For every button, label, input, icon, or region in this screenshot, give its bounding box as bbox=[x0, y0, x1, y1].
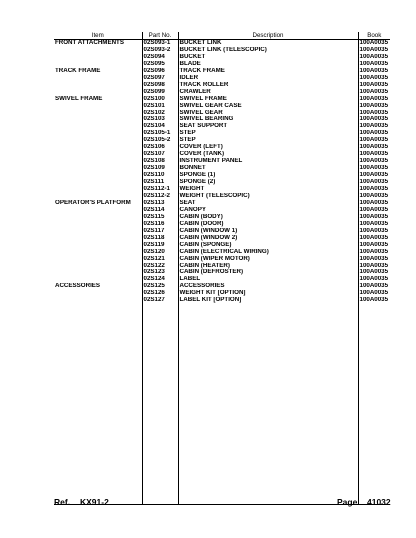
row-book-cell: 100A0035 bbox=[359, 290, 389, 297]
row-book-cell: 100A0035 bbox=[359, 53, 389, 60]
row-description-cell: CABIN (DOOR) bbox=[178, 221, 358, 228]
row-part-no-cell: 02S124 bbox=[142, 276, 178, 283]
row-description-cell: LABEL KIT [OPTION] bbox=[178, 297, 358, 304]
row-description-cell: CABIN (SPONGE) bbox=[178, 242, 358, 249]
row-book-cell: 100A0035 bbox=[359, 130, 389, 137]
ref-label: Ref. bbox=[54, 497, 71, 507]
row-item-cell bbox=[54, 290, 142, 297]
row-part-no-cell: 02S106 bbox=[142, 144, 178, 151]
row-item-cell bbox=[54, 179, 142, 186]
table-row bbox=[54, 263, 390, 270]
row-part-no-cell: 02S113 bbox=[142, 200, 178, 207]
row-part-no-cell: 02S103 bbox=[142, 116, 178, 123]
row-part-no-cell: 02S094 bbox=[142, 54, 178, 61]
row-description-cell: TRACK FRAME bbox=[178, 68, 358, 75]
row-part-no-cell: 02S096 bbox=[142, 68, 178, 75]
row-description-cell: CABIN (WINDOW 2) bbox=[178, 235, 358, 242]
table-row bbox=[54, 297, 390, 304]
row-item-cell bbox=[54, 235, 142, 242]
row-description-cell: IDLER bbox=[178, 75, 358, 82]
row-part-no-cell: 02S093-1 bbox=[142, 40, 178, 47]
row-item-cell: SWIVEL FRAME bbox=[55, 95, 103, 102]
ref-value: KX91-2 bbox=[80, 497, 109, 507]
table-row bbox=[54, 68, 390, 75]
row-book-cell: 100A0035 bbox=[359, 234, 389, 241]
table-row bbox=[54, 47, 390, 54]
row-part-no-cell: 02S111 bbox=[142, 179, 178, 186]
row-part-no-cell: 02S098 bbox=[142, 82, 178, 89]
row-item-cell bbox=[54, 193, 142, 200]
row-book-cell: 100A0035 bbox=[359, 46, 389, 53]
table-row bbox=[54, 186, 390, 193]
row-book-cell: 100A0035 bbox=[359, 262, 389, 269]
row-book-cell: 100A0035 bbox=[359, 151, 389, 158]
row-book-cell: 100A0035 bbox=[359, 116, 389, 123]
row-book-cell: 100A0035 bbox=[359, 220, 389, 227]
row-item-cell bbox=[54, 221, 142, 228]
row-part-no-cell: 02S120 bbox=[142, 249, 178, 256]
row-description-cell: BUCKET LINK bbox=[178, 40, 358, 47]
row-item-cell bbox=[54, 228, 142, 235]
row-part-no-cell: 02S119 bbox=[142, 242, 178, 249]
row-book-cell: 100A0035 bbox=[359, 276, 389, 283]
row-description-cell: STEP bbox=[178, 137, 358, 144]
page-label: Page bbox=[337, 497, 358, 507]
table-row bbox=[54, 116, 390, 123]
row-part-no-cell: 02S118 bbox=[142, 235, 178, 242]
table-row bbox=[54, 283, 390, 290]
row-book-cell: 100A0035 bbox=[359, 165, 389, 172]
row-book-cell: 100A0035 bbox=[359, 88, 389, 95]
row-description-cell: STEP bbox=[178, 130, 358, 137]
row-item-cell bbox=[54, 123, 142, 130]
row-description-cell: SPONGE (2) bbox=[178, 179, 358, 186]
row-item-cell: TRACK FRAME bbox=[55, 67, 101, 74]
table-filler-row bbox=[54, 304, 390, 505]
row-description-cell: COVER (TANK) bbox=[178, 151, 358, 158]
row-part-no-cell: 02S097 bbox=[142, 75, 178, 82]
row-book-cell: 100A0035 bbox=[359, 269, 389, 276]
row-part-no-cell: 02S104 bbox=[142, 123, 178, 130]
row-book-cell: 100A0035 bbox=[359, 39, 389, 46]
table-row bbox=[54, 228, 390, 235]
row-book-cell: 100A0035 bbox=[359, 102, 389, 109]
row-part-no-cell: 02S100 bbox=[142, 96, 178, 103]
row-book-cell: 100A0035 bbox=[359, 109, 389, 116]
row-item-cell bbox=[54, 103, 142, 110]
row-description-cell: CABIN (WINDOW 1) bbox=[178, 228, 358, 235]
row-book-cell: 100A0035 bbox=[359, 186, 389, 193]
row-item-cell bbox=[54, 297, 142, 304]
row-part-no-cell: 02S099 bbox=[142, 89, 178, 96]
table-row bbox=[54, 103, 390, 110]
row-description-cell: BONNET bbox=[178, 165, 358, 172]
row-book-cell: 100A0035 bbox=[359, 199, 389, 206]
table-row bbox=[54, 96, 390, 103]
row-item-cell: OPERATOR'S PLATFORM bbox=[55, 199, 131, 206]
table-row bbox=[54, 158, 390, 165]
row-part-no-cell: 02S109 bbox=[142, 165, 178, 172]
row-book-cell: 100A0035 bbox=[359, 144, 389, 151]
row-part-no-cell: 02S114 bbox=[142, 207, 178, 214]
row-part-no-cell: 02S121 bbox=[142, 256, 178, 263]
row-book-cell: 100A0035 bbox=[359, 81, 389, 88]
row-book-cell: 100A0035 bbox=[359, 206, 389, 213]
row-book-cell: 100A0035 bbox=[359, 123, 389, 130]
row-item-cell bbox=[54, 54, 142, 61]
row-book-cell: 100A0035 bbox=[359, 227, 389, 234]
row-description-cell: CANOPY bbox=[178, 207, 358, 214]
row-item-cell bbox=[54, 249, 142, 256]
row-item-cell bbox=[54, 172, 142, 179]
row-description-cell: BUCKET LINK (TELESCOPIC) bbox=[178, 47, 358, 54]
table-row bbox=[54, 221, 390, 228]
row-part-no-cell: 02S115 bbox=[142, 214, 178, 221]
row-part-no-cell: 02S105-1 bbox=[142, 130, 178, 137]
row-part-no-cell: 02S123 bbox=[142, 269, 178, 276]
row-part-no-cell: 02S116 bbox=[142, 221, 178, 228]
row-book-cell: 100A0035 bbox=[359, 74, 389, 81]
row-description-cell: SWIVEL FRAME bbox=[178, 96, 358, 103]
row-description-cell: WEIGHT (TELESCOPIC) bbox=[178, 193, 358, 200]
row-part-no-cell: 02S127 bbox=[142, 297, 178, 304]
row-book-cell: 100A0035 bbox=[359, 241, 389, 248]
row-part-no-cell: 02S122 bbox=[142, 263, 178, 270]
table-row bbox=[54, 200, 390, 207]
table-row bbox=[54, 130, 390, 137]
row-part-no-cell: 02S110 bbox=[142, 172, 178, 179]
table-row bbox=[54, 172, 390, 179]
row-item-cell bbox=[54, 110, 142, 117]
row-book-cell: 100A0035 bbox=[359, 192, 389, 199]
parts-index-table bbox=[54, 32, 390, 505]
table-row bbox=[54, 242, 390, 249]
table-body bbox=[54, 40, 390, 505]
table-row bbox=[54, 269, 390, 276]
table-row bbox=[54, 137, 390, 144]
row-book-cell: 100A0035 bbox=[359, 297, 389, 304]
row-book-cell: 100A0035 bbox=[359, 95, 389, 102]
row-item-cell bbox=[54, 116, 142, 123]
row-book-cell: 100A0035 bbox=[359, 60, 389, 67]
row-description-cell: TRACK ROLLER bbox=[178, 82, 358, 89]
table-header-row bbox=[54, 32, 390, 40]
page-number: 41032 bbox=[367, 497, 391, 507]
row-item-cell bbox=[54, 89, 142, 96]
row-item-cell bbox=[54, 130, 142, 137]
row-part-no-cell: 02S126 bbox=[142, 290, 178, 297]
row-description-cell: CABIN (WIPER MOTOR) bbox=[178, 256, 358, 263]
row-description-cell: SPONGE (1) bbox=[178, 172, 358, 179]
row-item-cell bbox=[54, 158, 142, 165]
row-part-no-cell: 02S105-2 bbox=[142, 137, 178, 144]
row-description-cell: CABIN (HEATER) bbox=[178, 263, 358, 270]
row-book-cell: 100A0035 bbox=[359, 179, 389, 186]
row-description-cell: CABIN (ELECTRICAL WIRING) bbox=[178, 249, 358, 256]
row-item-cell bbox=[54, 151, 142, 158]
row-part-no-cell: 02S117 bbox=[142, 228, 178, 235]
row-part-no-cell: 02S093-2 bbox=[142, 47, 178, 54]
row-item-cell bbox=[54, 186, 142, 193]
row-item-cell bbox=[54, 75, 142, 82]
row-part-no-cell: 02S107 bbox=[142, 151, 178, 158]
table-row bbox=[54, 123, 390, 130]
row-book-cell: 100A0035 bbox=[359, 248, 389, 255]
row-item-cell bbox=[54, 144, 142, 151]
row-part-no-cell: 02S102 bbox=[142, 110, 178, 117]
row-description-cell: SWIVEL GEAR bbox=[178, 110, 358, 117]
row-description-cell: SWIVEL GEAR CASE bbox=[178, 103, 358, 110]
row-item-cell bbox=[54, 242, 142, 249]
header-item: Item bbox=[54, 32, 142, 40]
row-description-cell: COVER (LEFT) bbox=[178, 144, 358, 151]
row-book-cell: 100A0035 bbox=[359, 213, 389, 220]
table-row bbox=[54, 75, 390, 82]
row-book-cell: 100A0035 bbox=[359, 172, 389, 179]
row-description-cell: LABEL bbox=[178, 276, 358, 283]
row-part-no-cell: 02S112-1 bbox=[142, 186, 178, 193]
row-item-cell bbox=[54, 276, 142, 283]
row-description-cell: WEIGHT KIT [OPTION] bbox=[178, 290, 358, 297]
row-part-no-cell: 02S112-2 bbox=[142, 193, 178, 200]
row-book-cell: 100A0035 bbox=[359, 67, 389, 74]
row-description-cell: BUCKET bbox=[178, 54, 358, 61]
filler-cell bbox=[142, 304, 178, 505]
row-description-cell: INSTRUMENT PANEL bbox=[178, 158, 358, 165]
table-row bbox=[54, 207, 390, 214]
row-description-cell: SEAT bbox=[178, 200, 358, 207]
table-row bbox=[54, 256, 390, 263]
row-item-cell bbox=[54, 207, 142, 214]
row-description-cell: BLADE bbox=[178, 61, 358, 68]
row-description-cell: ACCESSORIES bbox=[178, 283, 358, 290]
row-part-no-cell: 02S125 bbox=[142, 283, 178, 290]
row-book-cell: 100A0035 bbox=[359, 158, 389, 165]
table-row bbox=[54, 235, 390, 242]
filler-cell bbox=[54, 304, 142, 505]
table-row bbox=[54, 290, 390, 297]
row-book-cell: 100A0035 bbox=[359, 137, 389, 144]
header-book: Book bbox=[358, 32, 390, 40]
row-item-cell bbox=[54, 269, 142, 276]
table-row bbox=[54, 89, 390, 96]
row-description-cell: CABIN (BODY) bbox=[178, 214, 358, 221]
table-row bbox=[54, 276, 390, 283]
row-item-cell bbox=[54, 47, 142, 54]
row-description-cell: WEIGHT bbox=[178, 186, 358, 193]
row-description-cell: SWIVEL BEARING bbox=[178, 116, 358, 123]
filler-cell bbox=[178, 304, 358, 505]
row-item-cell bbox=[54, 61, 142, 68]
row-item-cell bbox=[54, 214, 142, 221]
row-item-cell bbox=[54, 165, 142, 172]
row-part-no-cell: 02S108 bbox=[142, 158, 178, 165]
table-row bbox=[54, 214, 390, 221]
row-item-cell bbox=[54, 137, 142, 144]
row-part-no-cell: 02S095 bbox=[142, 61, 178, 68]
row-item-cell: ACCESSORIES bbox=[55, 283, 101, 290]
header-description: Description bbox=[178, 32, 358, 40]
table-row bbox=[54, 179, 390, 186]
table-row bbox=[54, 61, 390, 68]
filler-cell bbox=[358, 304, 390, 505]
table-row bbox=[54, 193, 390, 200]
row-item-cell bbox=[54, 256, 142, 263]
row-book-cell: 100A0035 bbox=[359, 283, 389, 290]
table-row bbox=[54, 82, 390, 89]
row-description-cell: CABIN (DEFROSTER) bbox=[178, 269, 358, 276]
table-row bbox=[54, 110, 390, 117]
table-row bbox=[54, 54, 390, 61]
row-description-cell: CRAWLER bbox=[178, 89, 358, 96]
table-row bbox=[54, 151, 390, 158]
row-item-cell bbox=[54, 82, 142, 89]
table-row bbox=[54, 40, 390, 47]
header-part-no: Part No. bbox=[142, 32, 178, 40]
row-item-cell: FRONT ATTACHMENTS bbox=[55, 39, 124, 46]
table-row bbox=[54, 165, 390, 172]
table-row bbox=[54, 144, 390, 151]
row-part-no-cell: 02S101 bbox=[142, 103, 178, 110]
row-book-cell: 100A0035 bbox=[359, 255, 389, 262]
row-description-cell: SEAT SUPPORT bbox=[178, 123, 358, 130]
table-row bbox=[54, 249, 390, 256]
row-item-cell bbox=[54, 263, 142, 270]
